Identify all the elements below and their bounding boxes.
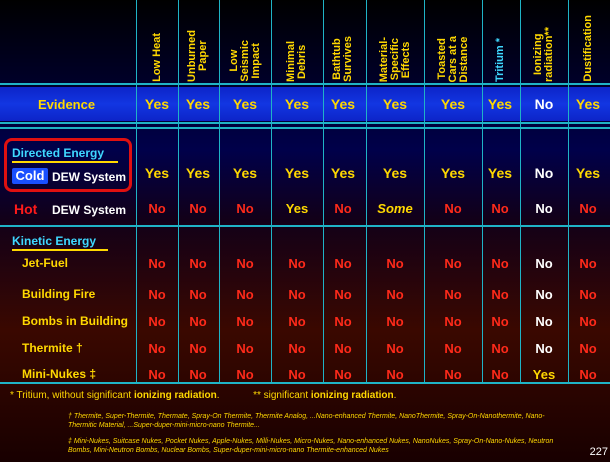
table-cell: No	[535, 201, 553, 216]
table-cell: No	[236, 367, 254, 382]
table-cell: No	[334, 256, 352, 271]
kinetic-row-label: Mini-Nukes ‡	[22, 367, 97, 381]
table-cell: No	[386, 256, 404, 271]
table-cell: No	[491, 341, 509, 356]
column-header-label: Tritium *	[493, 37, 506, 82]
table-cell: No	[334, 341, 352, 356]
table-cell: Yes	[487, 165, 513, 181]
table-cell: No	[535, 256, 553, 271]
table-cell: Yes	[532, 367, 556, 382]
evidence-rule-bottom	[0, 127, 610, 129]
header-rule	[0, 83, 610, 85]
table-cell: No	[386, 287, 404, 302]
table-cell: No	[444, 314, 462, 329]
table-cell: No	[386, 314, 404, 329]
table-cell: Yes	[382, 96, 408, 112]
table-cell: No	[579, 287, 597, 302]
table-cell: No	[189, 256, 207, 271]
table-cell: No	[579, 314, 597, 329]
cold-dew-label: DEW System	[52, 170, 127, 184]
table-cell: No	[491, 201, 509, 216]
table-cell: Yes	[232, 96, 258, 112]
table-cell: No	[288, 367, 306, 382]
page-number: 227	[589, 446, 608, 458]
table-cell: No	[386, 341, 404, 356]
column-header	[368, 4, 422, 82]
table-cell: No	[148, 341, 166, 356]
table-cell: Yes	[330, 96, 356, 112]
table-cell: No	[334, 367, 352, 382]
hot-tag: Hot	[14, 201, 38, 217]
table-cell: No	[236, 201, 254, 216]
table-cell: No	[534, 96, 554, 112]
table-cell: No	[189, 314, 207, 329]
column-header-label: Dustification	[581, 15, 594, 82]
column-header	[220, 4, 270, 82]
table-cell: No	[491, 256, 509, 271]
radiation-footnote-end: .	[393, 390, 397, 401]
table-cell: No	[534, 165, 554, 181]
column-header-label: Unburned Paper	[186, 30, 209, 82]
table-cell: No	[491, 314, 509, 329]
table-cell: No	[535, 287, 553, 302]
table-cell: No	[288, 256, 306, 271]
table-cell: Yes	[284, 165, 310, 181]
table-cell: Yes	[575, 165, 601, 181]
table-cell: No	[334, 314, 352, 329]
table-cell: No	[444, 201, 462, 216]
table-cell: No	[148, 287, 166, 302]
column-header	[137, 4, 177, 82]
table-cell: No	[444, 287, 462, 302]
table-cell: No	[579, 201, 597, 216]
table-cell: Yes	[487, 96, 513, 112]
table-cell: No	[236, 256, 254, 271]
table-cell: No	[491, 367, 509, 382]
table-cell: No	[236, 287, 254, 302]
table-cell: No	[579, 256, 597, 271]
table-cell: Yes	[330, 165, 356, 181]
column-header	[320, 4, 366, 82]
table-cell: No	[189, 367, 207, 382]
table-cell: No	[288, 314, 306, 329]
kinetic-row-label: Bombs in Building	[22, 314, 128, 328]
tritium-footnote-end: .	[216, 390, 220, 401]
table-cell: Yes	[284, 96, 310, 112]
cold-tag: Cold	[12, 168, 48, 184]
table-cell: Yes	[575, 96, 601, 112]
directed-energy-heading: Directed Energy	[12, 146, 105, 160]
column-header	[425, 4, 481, 82]
table-cell: No	[236, 314, 254, 329]
column-divider	[366, 0, 367, 382]
table-cell: No	[148, 201, 166, 216]
kinetic-energy-heading: Kinetic Energy	[12, 234, 97, 248]
radiation-footnote-bold: ionizing radiation	[310, 390, 394, 401]
table-cell: Yes	[144, 96, 170, 112]
table-cell: No	[386, 367, 404, 382]
kinetic-row-label: Building Fire	[22, 287, 96, 301]
evidence-rule-top	[0, 122, 610, 124]
column-header	[567, 4, 609, 82]
table-cell: Yes	[185, 165, 211, 181]
table-cell: No	[148, 367, 166, 382]
table-cell: No	[444, 367, 462, 382]
table-cell: No	[236, 341, 254, 356]
table-cell: No	[288, 341, 306, 356]
column-header	[480, 4, 520, 82]
tritium-footnote	[10, 390, 396, 401]
kinetic-energy-underline	[12, 249, 108, 251]
column-header-label: Material- Specific Effects	[377, 36, 412, 82]
kinetic-row-label: Jet-Fuel	[22, 256, 69, 270]
table-cell: No	[334, 201, 352, 216]
thermite-footnote: † Thermite, Super-Thermite, Thermate, Spray-On Thermite, Thermite Analog, ...Nano-enhanced Thermite, NanoThermite, Spray-On-Nanothermite, Nano-Thermitic Material, ...Super-duper-mini-micro-nano Thermite...	[68, 413, 545, 429]
column-header	[522, 4, 566, 82]
footer-rule	[0, 382, 610, 384]
column-header-label: Low Heat	[150, 33, 163, 82]
radiation-footnote-text: ** significant	[253, 390, 311, 401]
column-header	[177, 4, 219, 82]
column-divider	[271, 0, 272, 382]
table-cell: No	[148, 256, 166, 271]
table-cell: No	[535, 314, 553, 329]
table-cell: No	[579, 367, 597, 382]
column-header-label: Low Seismic Impact	[227, 40, 262, 82]
table-cell: Yes	[185, 96, 211, 112]
directed-kinetic-divider	[0, 225, 610, 227]
column-header-label: Ionizing radiation**	[532, 26, 555, 82]
table-cell: Yes	[144, 165, 170, 181]
table-cell: No	[444, 256, 462, 271]
column-header-label: Toasted Cars at a Distance	[435, 35, 470, 82]
table-cell: Yes	[440, 165, 466, 181]
tritium-footnote-bold: ionizing radiation	[133, 390, 217, 401]
table-cell: No	[491, 287, 509, 302]
evidence-label: Evidence	[38, 97, 96, 112]
column-header	[273, 4, 321, 82]
table-cell: Some	[377, 201, 413, 216]
table-cell: No	[579, 341, 597, 356]
column-header-label: Bathtub Survives	[331, 36, 354, 82]
table-cell: No	[189, 287, 207, 302]
table-cell: No	[334, 287, 352, 302]
tritium-footnote-text: * Tritium, without significant	[10, 390, 134, 401]
table-cell: Yes	[382, 165, 408, 181]
kinetic-row-label: Thermite †	[22, 341, 83, 355]
table-cell: No	[189, 201, 207, 216]
table-cell: No	[288, 287, 306, 302]
hot-dew-label: DEW System	[52, 203, 127, 217]
table-cell: Yes	[232, 165, 258, 181]
table-cell: Yes	[285, 201, 309, 216]
mini-nukes-footnote: ‡ Mini-Nukes, Suitcase Nukes, Pocket Nukes, Apple-Nukes, Milli-Nukes, Micro-Nukes, Nano-enhanced Nukes, NanoNukes, Spray-On-Nano-Nukes, Neutron Bombs, Mini-Neutron Bombs, Nuclear Bombs, Super-duper-mini-micro-nano Thermite-enhanced Nukes	[68, 438, 554, 454]
table-cell: No	[189, 341, 207, 356]
table-cell: No	[148, 314, 166, 329]
table-cell: Yes	[440, 96, 466, 112]
table-cell: No	[444, 341, 462, 356]
column-header-label: Minimal Debris	[285, 41, 308, 82]
table-cell: No	[535, 341, 553, 356]
